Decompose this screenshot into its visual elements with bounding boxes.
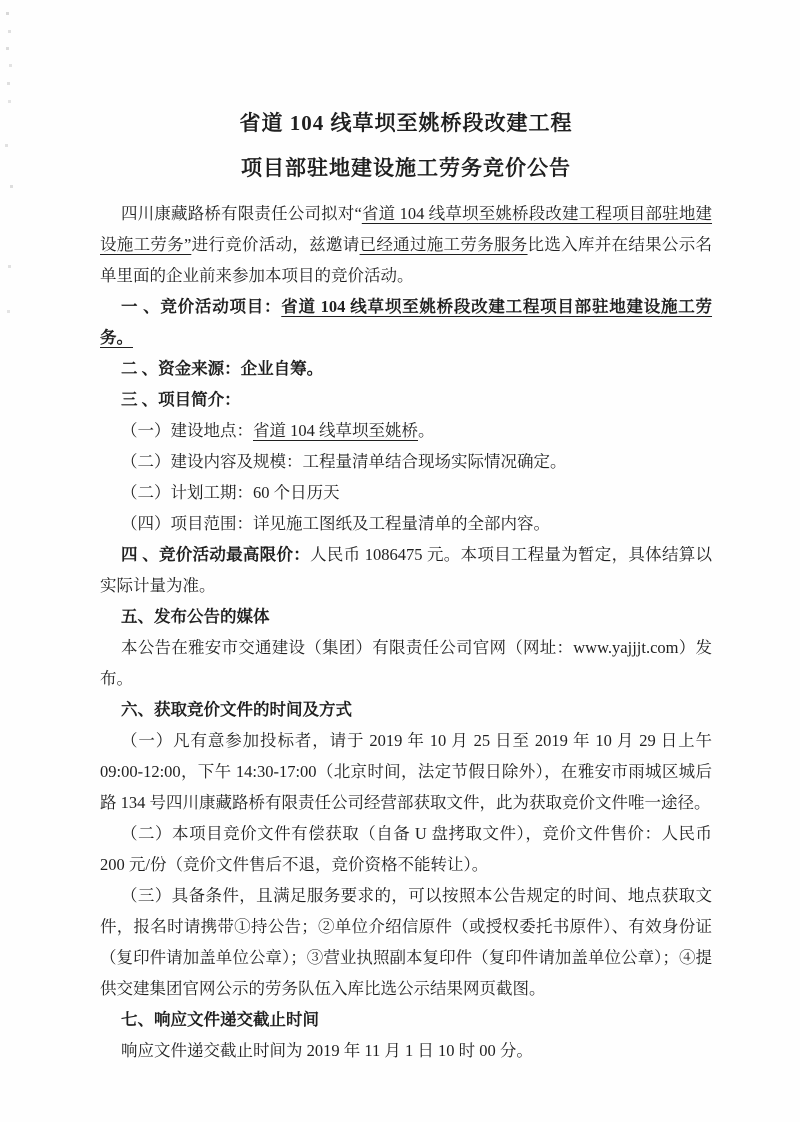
section-5-media-heading: 五、发布公告的媒体 [121, 607, 270, 626]
section-4-price-text: 人民币 1086475 元。本项目工程量为暂定，具体结算以实际计量为准。 [100, 545, 713, 595]
scan-artifacts [6, 12, 9, 15]
location-label: （一）建设地点： [121, 421, 253, 440]
section-2-funding-source: 二 、资金来源：企业自筹。 [121, 359, 324, 378]
section-6-sub-1-time-place: （一）凡有意参加投标者，请于 2019 年 10 月 25 日至 2019 年 10 月 29 日上午 09:00-12:00，下午 14:30-17:00（北京时间，法定节假日除外），在雅安市雨城区城后路 134 号四川康藏路桥有限责任公司经营部获取文件，此为获取竞价文件唯一途径。 [100, 731, 712, 812]
section-3-sub-2-scope: （二）建设内容及规模：工程量清单结合现场实际情况确定。 [121, 452, 567, 471]
section-4-label: 四 、竞价活动最高限价： [121, 545, 311, 564]
section-1-label: 一 、竞价活动项目： [121, 297, 282, 316]
intro-underlined-project-name: 省道 104 线草坝至姚桥段改建工程项目部驻地建设施工劳务” [100, 204, 713, 254]
intro-text-post: 比选入库并在结果公示名单里面的企业前来参加本项目的竞价活动。 [100, 235, 713, 285]
intro-text-mid: 进行竞价活动，兹邀请 [191, 235, 360, 254]
section-4-price-ceiling [100, 539, 712, 601]
location-period: 。 [418, 421, 435, 440]
section-6-sub-3-requirements: （三）具备条件，且满足服务要求的，可以按照本公告规定的时间、地点获取文件，报名时请携带①持公告；②单位介绍信原件（或授权委托书原件）、有效身份证（复印件请加盖单位公章）；③营业执照副本复印件（复印件请加盖单位公章）；④提供交建集团官网公示的劳务队伍入库比选公示结果网页截图。 [100, 886, 712, 998]
section-1-bidding-project [100, 291, 712, 353]
section-1-project-name: 省道 104 线草坝至姚桥段改建工程项目部驻地建设施工劳务。 [100, 297, 713, 347]
section-7-deadline-heading: 七、响应文件递交截止时间 [121, 1010, 319, 1029]
section-3-sub-3-schedule: （二）计划工期：60 个日历天 [121, 483, 340, 502]
location-underlined-value: 省道 104 线草坝至姚桥 [253, 421, 418, 440]
section-3-sub-1-location [100, 415, 712, 446]
document-title-line-1: 省道 104 线草坝至姚桥段改建工程 [239, 111, 573, 135]
section-7-deadline-body: 响应文件递交截止时间为 2019 年 11 月 1 日 10 时 00 分。 [121, 1041, 533, 1060]
section-6-document-acquisition-heading: 六、获取竞价文件的时间及方式 [121, 700, 352, 719]
intro-text-pre: 四川康藏路桥有限责任公司拟对“ [121, 204, 362, 223]
section-3-sub-4-range: （四）项目范围：详见施工图纸及工程量清单的全部内容。 [121, 514, 550, 533]
section-5-media-body: 本公告在雅安市交通建设（集团）有限责任公司官网（网址：www.yajjjt.com）发布。 [100, 638, 712, 688]
section-6-sub-2-document-fee: （二）本项目竞价文件有偿获取（自备 U 盘拷取文件），竞价文件售价：人民币 200 元/份（竞价文件售后不退，竞价资格不能转让）。 [100, 824, 712, 874]
section-3-project-overview-heading: 三 、项目简介： [121, 390, 241, 409]
document-content [100, 108, 712, 1066]
intro-underlined-qualification: 已经通过施工劳务服务 [359, 235, 528, 254]
document-title-line-2: 项目部驻地建设施工劳务竞价公告 [241, 156, 571, 180]
intro-paragraph [100, 198, 712, 291]
